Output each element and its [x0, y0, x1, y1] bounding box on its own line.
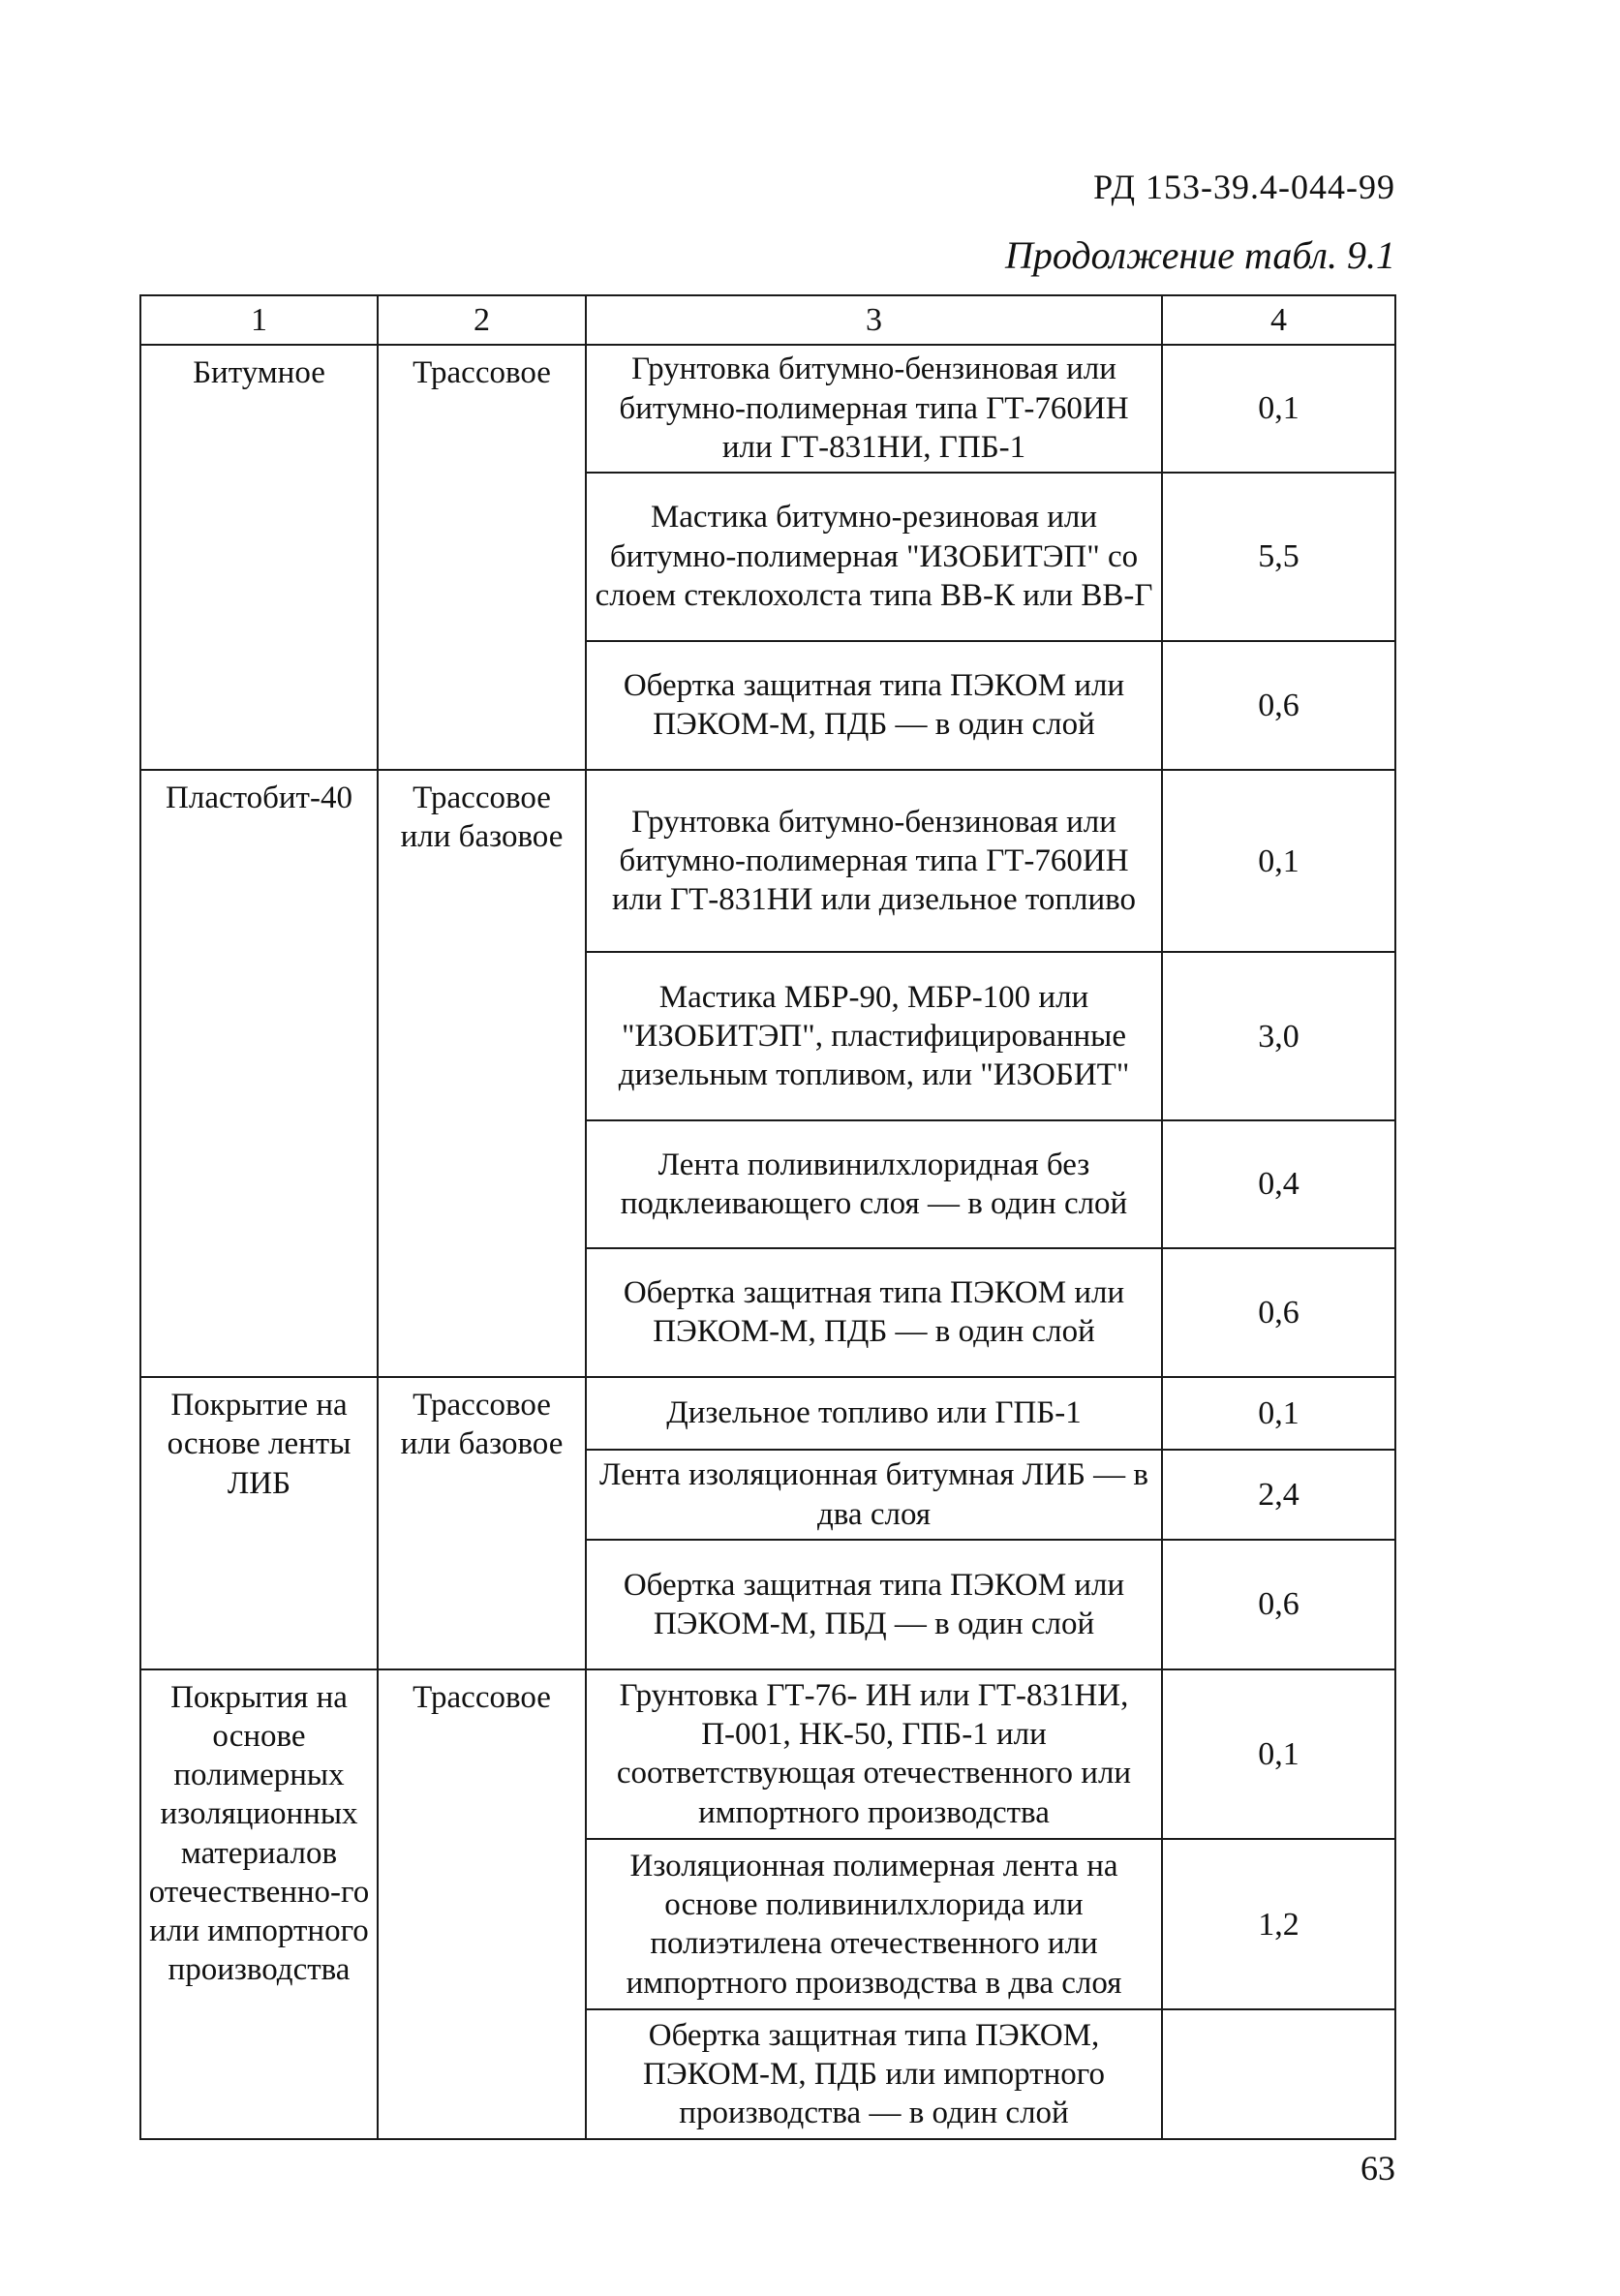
value-cell — [1162, 2009, 1395, 2139]
column-number: 3 — [586, 295, 1162, 345]
material-cell: Обертка защитная типа ПЭКОМ или ПЭКОМ-М, ПДБ — в один слой — [586, 1248, 1162, 1377]
material-cell: Грунтовка битумно-бензиновая или битумно-полимерная типа ГТ-760ИН или ГТ-831НИ, ГПБ-1 — [586, 345, 1162, 473]
column-number: 4 — [1162, 295, 1395, 345]
material-cell: Мастика битумно-резиновая или битумно-полимерная "ИЗОБИТЭП" со слоем стеклохолста типа ВВ-К или ВВ-Г — [586, 473, 1162, 641]
material-cell: Грунтовка битумно-бензиновая или битумно-полимерная типа ГТ-760ИН или ГТ-831НИ или дизельное топливо — [586, 770, 1162, 952]
value-cell: 0,1 — [1162, 1377, 1395, 1450]
value-cell: 1,2 — [1162, 1839, 1395, 2009]
material-cell: Изоляционная полимерная лента на основе поливинилхлорида или полиэтилена отечественного или импортного производства в два слоя — [586, 1839, 1162, 2009]
document-code: РД 153-39.4-044-99 — [1093, 168, 1395, 206]
table-row — [140, 345, 1395, 473]
material-cell: Лента поливинилхлоридная без подклеивающего слоя — в один слой — [586, 1120, 1162, 1247]
material-cell: Мастика МБР-90, МБР-100 или "ИЗОБИТЭП", пластифицированные дизельным топливом, или "ИЗОБИТ" — [586, 952, 1162, 1120]
application-method-cell: Трассовое — [378, 1669, 586, 2139]
value-cell: 0,6 — [1162, 641, 1395, 770]
value-cell: 0,6 — [1162, 1248, 1395, 1377]
value-cell: 0,1 — [1162, 770, 1395, 952]
material-cell: Обертка защитная типа ПЭКОМ, ПЭКОМ-М, ПДБ или импортного производства — в один слой — [586, 2009, 1162, 2139]
coating-type-cell: Битумное — [140, 345, 378, 771]
table-container — [139, 294, 1394, 2140]
column-number: 1 — [140, 295, 378, 345]
column-number-row — [140, 295, 1395, 345]
material-cell: Лента изоляционная битумная ЛИБ — в два слоя — [586, 1450, 1162, 1540]
application-method-cell: Трассовое или базовое — [378, 770, 586, 1377]
table-body — [140, 295, 1395, 2139]
table-row — [140, 770, 1395, 952]
value-cell: 5,5 — [1162, 473, 1395, 641]
value-cell: 0,1 — [1162, 345, 1395, 473]
coating-type-cell: Пластобит-40 — [140, 770, 378, 1377]
coating-type-cell: Покрытие на основе ленты ЛИБ — [140, 1377, 378, 1668]
table-continuation-title: Продолжение табл. 9.1 — [1004, 233, 1395, 277]
value-cell: 0,4 — [1162, 1120, 1395, 1247]
material-cell: Обертка защитная типа ПЭКОМ или ПЭКОМ-М, ПДБ — в один слой — [586, 641, 1162, 770]
application-method-cell: Трассовое — [378, 345, 586, 771]
column-number: 2 — [378, 295, 586, 345]
value-cell: 3,0 — [1162, 952, 1395, 1120]
value-cell: 0,1 — [1162, 1669, 1395, 1840]
value-cell: 0,6 — [1162, 1540, 1395, 1668]
application-method-cell: Трассовое или базовое — [378, 1377, 586, 1668]
coating-type-cell: Покрытия на основе полимерных изоляционных материалов отечественно-го или импортного производства — [140, 1669, 378, 2139]
table-row — [140, 1377, 1395, 1450]
value-cell: 2,4 — [1162, 1450, 1395, 1540]
material-cell: Грунтовка ГТ-76- ИН или ГТ-831НИ, П-001, НК-50, ГПБ-1 или соответствующая отечественного или импортного производства — [586, 1669, 1162, 1840]
material-cell: Обертка защитная типа ПЭКОМ или ПЭКОМ-М, ПБД — в один слой — [586, 1540, 1162, 1668]
page-number: 63 — [1360, 2149, 1395, 2188]
material-cell: Дизельное топливо или ГПБ-1 — [586, 1377, 1162, 1450]
data-table — [139, 294, 1396, 2140]
table-row — [140, 1669, 1395, 1840]
